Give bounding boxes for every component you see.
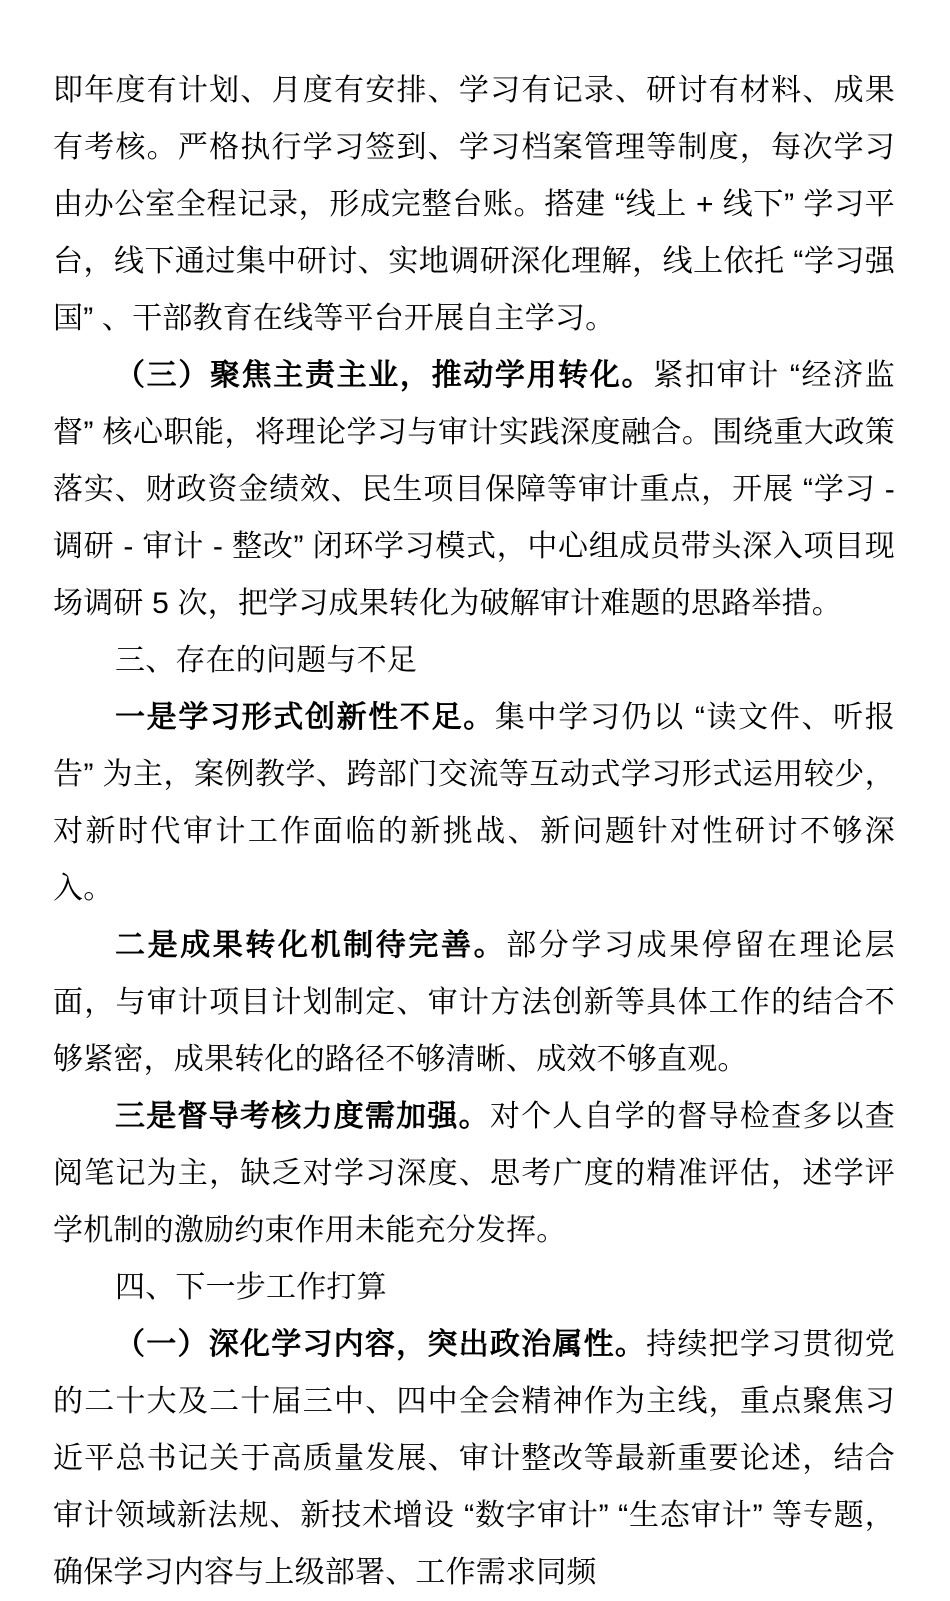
paragraph-problem-one: [53, 689, 895, 917]
paragraph-problem-three: [53, 1088, 895, 1259]
section-heading-text: 四、下一步工作打算: [115, 1271, 387, 1304]
section-heading-three: [53, 632, 895, 689]
paragraph-continued-text: [53, 62, 895, 347]
paragraph-text: 紧扣审计 “经济监督” 核心职能，将理论学习与审计实践深度融合。围绕重大政策落实、财政资金绩效、民生项目保障等审计重点，开展 “学习 - 调研 - 审计 - 整改” 闭环学习模式，中心组成员带头深入项目现场调研 5 次，把学习成果转化为破解审计难题的思路举措。: [53, 359, 895, 620]
subsection-heading-lead: （三）聚焦主责主业，推动学用转化。: [115, 359, 654, 392]
paragraph-text: 持续把学习贯彻党的二十大及二十届三中、四中全会精神作为主线，重点聚焦习近平总书记关于高质量发展、审计整改等最新重要论述，结合审计领域新法规、新技术增设 “数字审计” “生态审计” 等专题，确保学习内容与上级部署、工作需求同频: [53, 1328, 895, 1589]
problem-heading-lead: 三是督导考核力度需加强。: [115, 1100, 490, 1133]
paragraph-problem-two: [53, 917, 895, 1088]
paragraph-plan-one: [53, 1316, 895, 1601]
paragraph-text: 即年度有计划、月度有安排、学习有记录、研讨有材料、成果有考核。严格执行学习签到、学习档案管理等制度，每次学习由办公室全程记录，形成完整台账。搭建 “线上 + 线下” 学习平台，线下通过集中研讨、实地调研深化理解，线上依托 “学习强国” 、干部教育在线等平台开展自主学习。: [53, 74, 895, 335]
section-heading-four: [53, 1259, 895, 1316]
plan-heading-lead: （一）深化学习内容，突出政治属性。: [115, 1328, 647, 1361]
paragraph-text: 对个人自学的督导检查多以查阅笔记为主，缺乏对学习深度、思考广度的精准评估，述学评学机制的激励约束作用未能充分发挥。: [53, 1100, 895, 1247]
problem-heading-lead: 二是成果转化机制待完善。: [115, 929, 507, 962]
paragraph-subsection-three: [53, 347, 895, 632]
section-heading-text: 三、存在的问题与不足: [115, 644, 417, 677]
problem-heading-lead: 一是学习形式创新性不足。: [115, 701, 495, 734]
paragraph-text: 部分学习成果停留在理论层面，与审计项目计划制定、审计方法创新等具体工作的结合不够紧密，成果转化的路径不够清晰、成效不够直观。: [53, 929, 895, 1076]
paragraph-text: 集中学习仍以 “读文件、听报告” 为主，案例教学、跨部门交流等互动式学习形式运用较少，对新时代审计工作面临的新挑战、新问题针对性研讨不够深入。: [53, 701, 895, 905]
document-body: [53, 62, 895, 1601]
